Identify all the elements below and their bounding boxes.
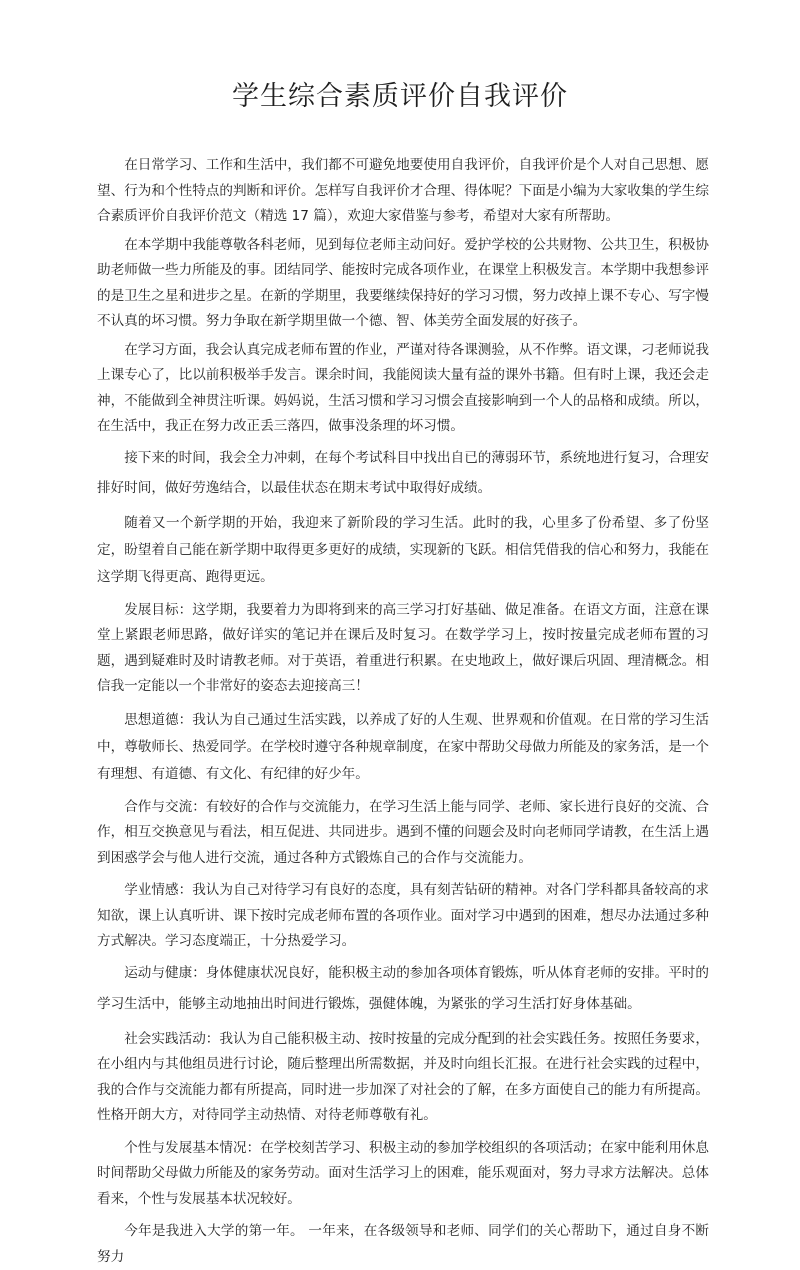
paragraph-2: 在学习方面，我会认真完成老师布置的作业，严谨对待各课测验，从不作弊。语文课，刁老师说我上课专心了，比以前积极举手发言。课余时间，我能阅读大量有益的课外书籍。但有时上课，我还会走神，不能做到全神贯注听课。妈妈说，生活习惯和学习习惯会直接影响到一个人的品格和成绩。所以，在生活中，我正在努力改正丢三落四，做事没条理的坏习惯。 <box>97 341 709 434</box>
paragraph-10: 社会实践活动：我认为自己能积极主动、按时按量的完成分配到的社会实践任务。按照任务要求，在小组内与其他组员进行讨论，随后整理出所需数据，并及时向组长汇报。在进行社会实践的过程中，我的合作与交流能力都有所提高，同时进一步加深了对社会的了解，在多方面使自己的能力有所提高。性格开朗大方，对待同学主动热情、对待老师尊敬有礼。 <box>97 1030 709 1123</box>
paragraph-9: 运动与健康：身体健康状况良好，能积极主动的参加各项体育锻炼，听从体育老师的安排。平时的学习生活中，能够主动地抽出时间进行锻炼，强健体魄，为紧张的学习生活打好身体基础。 <box>97 964 709 1012</box>
paragraph-4: 随着又一个新学期的开始，我迎来了新阶段的学习生活。此时的我，心里多了份希望、多了份坚定，盼望着自己能在新学期中取得更多更好的成绩，实现新的飞跃。相信凭借我的信心和努力，我能在这学期飞得更高、跑得更远。 <box>97 514 709 585</box>
paragraph-11: 个性与发展基本情况：在学校刻苦学习、积极主动的参加学校组织的各项活动；在家中能利用休息时间帮助父母做力所能及的家务劳动。面对生活学习上的困难，能乐观面对，努力寻求方法解决。总体看来，个性与发展基本状况较好。 <box>97 1139 709 1207</box>
paragraph-6: 思想道德：我认为自己通过生活实践，以养成了好的人生观、世界观和价值观。在日常的学习生活中，尊敬师长、热爱同学。在学校时遵守各种规章制度，在家中帮助父母做力所能及的家务活，是一个有理想、有道德、有文化、有纪律的好少年。 <box>97 711 709 782</box>
paragraph-7: 合作与交流：有较好的合作与交流能力，在学习生活上能与同学、老师、家长进行良好的交流、合作，相互交换意见与看法，相互促进、共同进步。遇到不懂的问题会及时向老师同学请教，在生活上遇到困惑学会与他人进行交流，通过各种方式锻炼自己的合作与交流能力。 <box>97 798 709 866</box>
page-title: 学生综合素质评价自我评价 <box>232 81 568 112</box>
paragraph-intro: 在日常学习、工作和生活中，我们都不可避免地要使用自我评价，自我评价是个人对自己思想、愿望、行为和个性特点的判断和评价。怎样写自我评价才合理、得体呢？下面是小编为大家收集的学生综合素质评价自我评价范文（精选 17 篇），欢迎大家借鉴与参考，希望对大家有所帮助。 <box>97 157 709 224</box>
paragraph-3: 接下来的时间，我会全力冲刺，在每个考试科目中找出自已的薄弱环节，系统地进行复习，合理安排好时间，做好劳逸结合，以最佳状态在期末考试中取得好成绩。 <box>97 449 709 496</box>
paragraph-1: 在本学期中我能尊敬各科老师，见到每位老师主动问好。爱护学校的公共财物、公共卫生，积极协助老师做一些力所能及的事。团结同学、能按时完成各项作业，在课堂上积极发言。本学期中我想参评的是卫生之星和进步之星。在新的学期里，我要继续保持好的学习习惯，努力改掉上课不专心、写字慢不认真的坏习惯。努力争取在新学期里做一个德、智、体美劳全面发展的好孩子。 <box>97 236 709 329</box>
document-body <box>97 153 709 1270</box>
paragraph-12: 今年是我进入大学的第一年。 一年来，在各级领导和老师、同学们的关心帮助下，通过自身不断努力 <box>97 1223 709 1265</box>
paragraph-5: 发展目标：这学期，我要着力为即将到来的高三学习打好基础、做足准备。在语文方面，注意在课堂上紧跟老师思路，做好详实的笔记并在课后及时复习。在数学学习上，按时按量完成老师布置的习题，遇到疑难时及时请教老师。对于英语，着重进行积累。在史地政上，做好课后巩固、理清概念。相信我一定能以一个非常好的姿态去迎接高三！ <box>97 601 709 694</box>
paragraph-8: 学业情感：我认为自己对待学习有良好的态度，具有刻苦钻研的精神。对各门学科都具备较高的求知欲，课上认真听讲、课下按时完成老师布置的各项作业。面对学习中遇到的困难，想尽办法通过多种方式解决。学习态度端正，十分热爱学习。 <box>97 882 709 949</box>
